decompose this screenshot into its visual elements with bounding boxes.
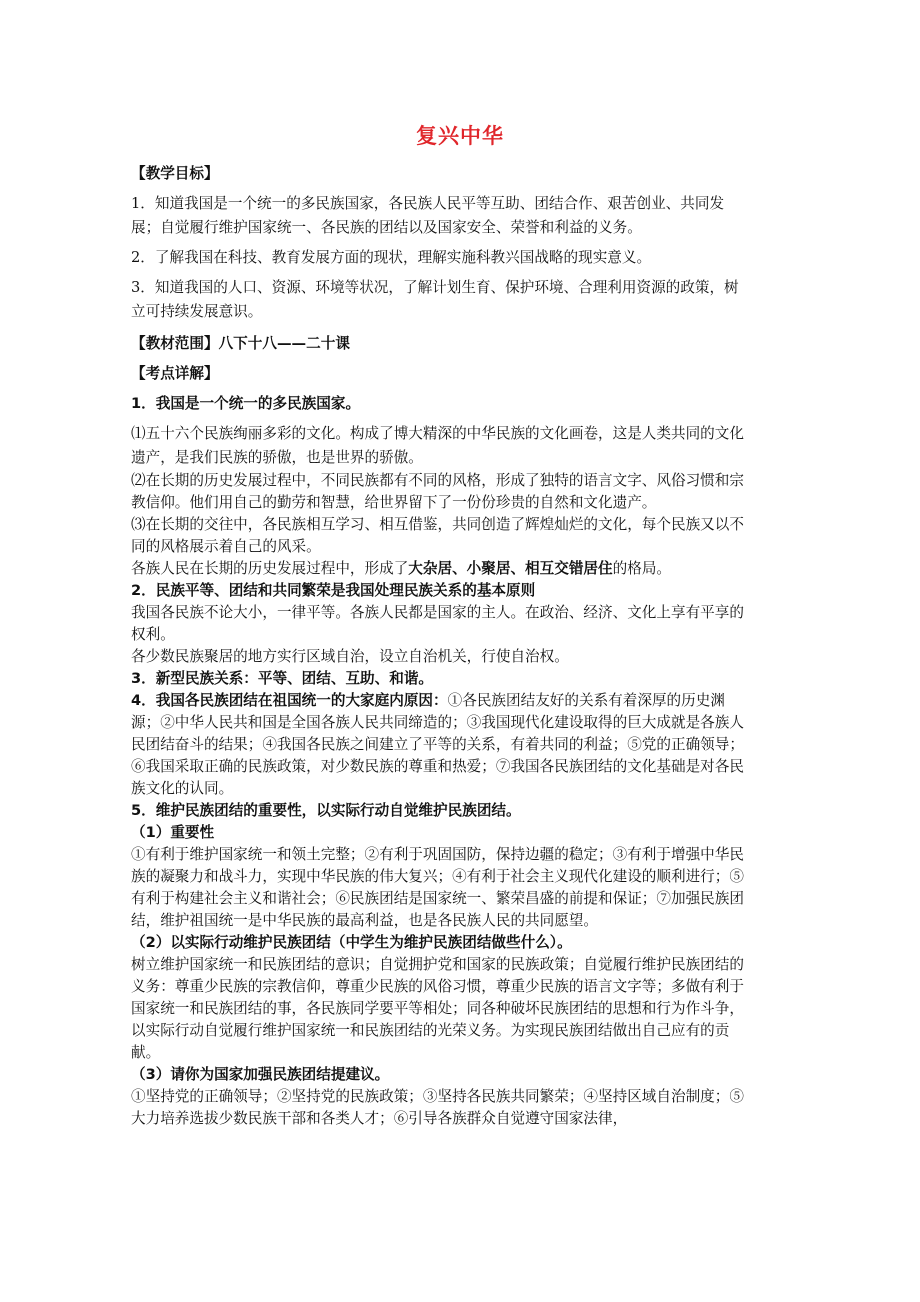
- section-heading-goals: 【教学目标】: [131, 165, 219, 182]
- section-heading-range: 【教材范围】八下十八——二十课: [131, 335, 350, 352]
- point-2-paragraph-2: 各少数民族聚居的地方实行区域自治，设立自治机关，行使自治权。: [131, 648, 569, 665]
- suggestions-paragraph: ①坚持党的正确领导；②坚持党的民族政策；③坚持各民族共同繁荣；④坚持区域自治制度；⑤大力培养选拔少数民族干部和各类人才；⑥引导各族群众自觉遵守国家法律，: [131, 1088, 744, 1127]
- pattern-text-tail: 的格局。: [612, 560, 672, 577]
- section-heading-details: 【考点详解】: [131, 365, 219, 382]
- subheading-suggestions: （3）请你为国家加强民族团结提建议。: [131, 1066, 390, 1083]
- point-heading-2: 2．民族平等、团结和共同繁荣是我国处理民族关系的基本原则: [131, 582, 536, 599]
- point-2-paragraph-1: 我国各民族不论大小，一律平等。各族人民都是国家的主人。在政治、经济、文化上享有平享的权利。: [131, 604, 744, 643]
- point-1-paragraph-4: [131, 558, 746, 580]
- point-heading-3: 3．新型民族关系：平等、团结、互助、和谐。: [131, 670, 434, 687]
- point-4-paragraph: [131, 690, 746, 800]
- subheading-actions: （2）以实际行动维护民族团结（中学生为维护民族团结做些什么）。: [131, 934, 572, 951]
- goal-item-1: 1．知道我国是一个统一的多民族国家，各民族人民平等互助、团结合作、艰苦创业、共同发展；自觉履行维护国家统一、各民族的团结以及国家安全、荣誉和利益的义务。: [131, 195, 725, 236]
- point-4-text: ①各民族团结友好的关系有着深厚的历史渊源；②中华人民共和国是全国各族人民共同缔造的；③我国现代化建设取得的巨大成就是各族人民团结奋斗的结果；④我国各民族之间建立了平等的关系，有着共同的利益；⑤党的正确领导；⑥我国采取正确的民族政策，对少数民族的尊重和热爱；⑦我国各民族团结的文化基础是对各民族文化的认同。: [131, 692, 744, 797]
- goal-item-2: 2．了解我国在科技、教育发展方面的现状，理解实施科教兴国战略的现实意义。: [131, 249, 652, 266]
- document-body: [131, 162, 746, 1130]
- point-1-paragraph-2: ⑵在长期的历史发展过程中，不同民族都有不同的风格，形成了独特的语言文字、风俗习惯和宗教信仰。他们用自己的勤劳和智慧，给世界留下了一份份珍贵的自然和文化遗产。: [131, 472, 744, 511]
- point-heading-4: 4．我国各民族团结在祖国统一的大家庭内原因：: [131, 692, 448, 709]
- goal-item-3: 3．知道我国的人口、资源、环境等状况，了解计划生育、保护环境、合理利用资源的政策，树立可持续发展意识。: [131, 279, 739, 320]
- pattern-text-bold: 大杂居、小聚居、相互交错居住: [408, 560, 613, 577]
- point-heading-5: 5．维护民族团结的重要性，以实际行动自觉维护民族团结。: [131, 802, 521, 819]
- importance-paragraph: ①有利于维护国家统一和领土完整；②有利于巩固国防，保持边疆的稳定；③有利于增强中华民族的凝聚力和战斗力，实现中华民族的伟大复兴；④有利于社会主义现代化建设的顺利进行；⑤有利于构建社会主义和谐社会；⑥民族团结是国家统一、繁荣昌盛的前提和保证；⑦加强民族团结，维护祖国统一是中华民族的最高利益，也是各民族人民的共同愿望。: [131, 846, 744, 929]
- point-heading-1: 1．我国是一个统一的多民族国家。: [131, 395, 361, 412]
- actions-paragraph: 树立维护国家统一和民族团结的意识；自觉拥护党和国家的民族政策；自觉履行维护民族团结的义务：尊重少民族的宗教信仰，尊重少民族的风俗习惯，尊重少民族的语言文字等；多做有利于国家统一和民族团结的事，各民族同学要平等相处；同各种破坏民族团结的思想和行为作斗争，以实际行动自觉履行维护国家统一和民族团结的光荣义务。为实现民族团结做出自己应有的贡献。: [131, 956, 744, 1061]
- page-title: 复兴中华: [416, 124, 504, 148]
- subheading-importance: （1）重要性: [131, 824, 215, 841]
- pattern-text-lead: 各族人民在长期的历史发展过程中，形成了: [131, 560, 409, 577]
- point-1-paragraph-1: ⑴五十六个民族绚丽多彩的文化。构成了博大精深的中华民族的文化画卷，这是人类共同的文化遗产，是我们民族的骄傲，也是世界的骄傲。: [131, 425, 744, 466]
- point-1-paragraph-3: ⑶在长期的交往中，各民族相互学习、相互借鉴，共同创造了辉煌灿烂的文化，每个民族又以不同的风格展示着自己的风采。: [131, 516, 744, 555]
